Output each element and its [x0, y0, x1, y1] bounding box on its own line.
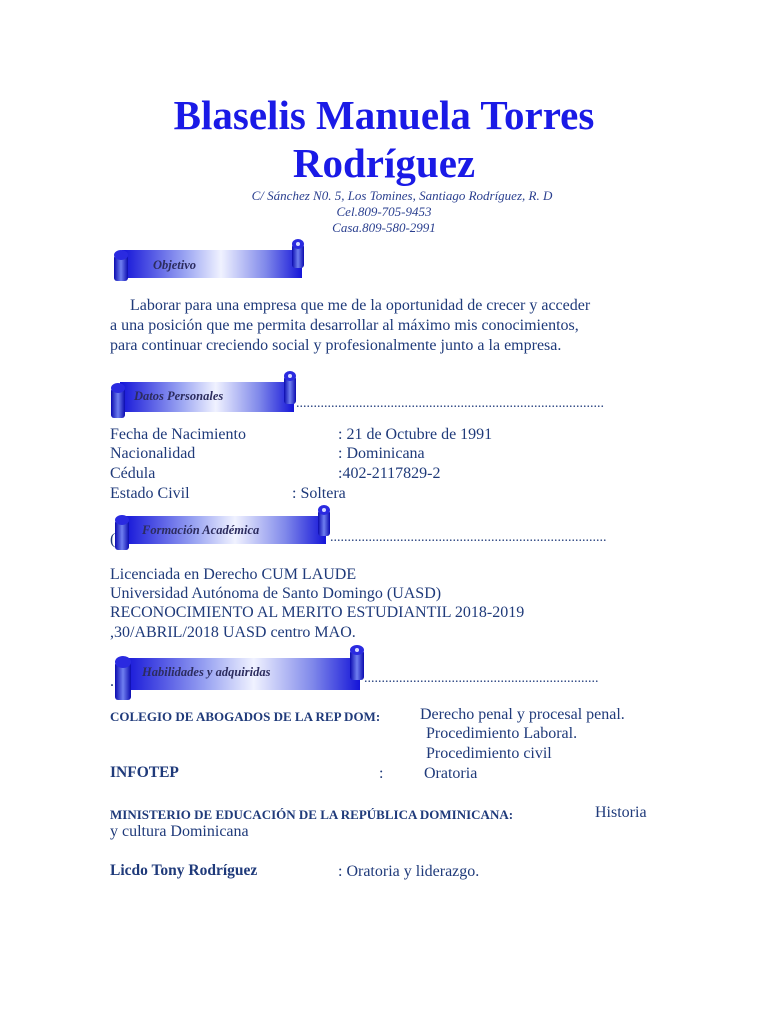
- nacionalidad-value: : Dominicana: [338, 445, 425, 462]
- section-title-datos: Datos Personales: [134, 389, 224, 403]
- colegio-label: COLEGIO DE ABOGADOS DE LA REP DOM:: [110, 709, 381, 724]
- nacimiento-label: Fecha de Nacimiento: [110, 426, 246, 443]
- infotep-label: INFOTEP: [110, 764, 179, 781]
- section-title-habilidades: Habilidades y adquiridas: [142, 665, 271, 679]
- infotep-colon: :: [379, 765, 384, 782]
- estado-label: Estado Civil: [110, 485, 190, 502]
- objetivo-line-1: Laborar para una empresa que me de la oportunidad de crecer y acceder: [130, 297, 591, 314]
- objetivo-line-2: a una posición que me permita desarrollar al máximo mis conocimientos,: [110, 317, 579, 334]
- name-line-2: Rodríguez: [292, 140, 476, 186]
- formacion-dotted-line: ...............................................................................: [330, 530, 607, 545]
- formacion-line-3: RECONOCIMIENTO AL MERITO ESTUDIANTIL 2018-2019: [110, 604, 525, 621]
- nacimiento-value: : 21 de Octubre de 1991: [338, 426, 493, 443]
- licdo-value: : Oratoria y liderazgo.: [338, 863, 480, 880]
- formacion-prefix: (: [110, 531, 116, 548]
- datos-dotted-line: ........................................................................................: [296, 396, 604, 411]
- home-phone: Casa.809-580-2991: [332, 220, 436, 235]
- habilidades-prefix: .: [110, 673, 114, 690]
- nacionalidad-label: Nacionalidad: [110, 445, 196, 462]
- cedula-label: Cédula: [110, 465, 156, 482]
- cedula-value: :402-2117829-2: [338, 465, 441, 482]
- section-title-formacion: Formación Académica: [142, 523, 260, 537]
- formacion-line-4: ,30/ABRIL/2018 UASD centro MAO.: [110, 624, 356, 641]
- name-line-1: Blaselis Manuela Torres: [173, 92, 595, 138]
- ministerio-value-1: Historia: [595, 804, 647, 821]
- licdo-label: Licdo Tony Rodríguez: [110, 862, 258, 879]
- section-title-objetivo: Objetivo: [153, 258, 197, 272]
- objetivo-banner: [112, 238, 308, 284]
- infotep-value: Oratoria: [424, 765, 478, 782]
- habilidades-dotted-line: ...................................................................: [364, 671, 599, 686]
- objetivo-line-3: para continuar creciendo social y profesionalmente junto a la empresa.: [110, 337, 562, 354]
- ministerio-value-2: y cultura Dominicana: [110, 823, 249, 840]
- formacion-line-1: Licenciada en Derecho CUM LAUDE: [110, 566, 357, 583]
- address: C/ Sánchez N0. 5, Los Tomines, Santiago Rodríguez, R. D: [251, 188, 553, 203]
- colegio-item-1: Derecho penal y procesal penal.: [420, 706, 625, 723]
- ministerio-label: MINISTERIO DE EDUCACIÓN DE LA REPÚBLICA DOMINICANA:: [110, 807, 514, 822]
- cel-phone: Cel.809-705-9453: [336, 204, 432, 219]
- colegio-item-3: Procedimiento civil: [426, 745, 552, 762]
- estado-value: : Soltera: [292, 485, 346, 502]
- formacion-line-2: Universidad Autónoma de Santo Domingo (UASD): [110, 585, 442, 602]
- colegio-item-2: Procedimiento Laboral.: [426, 725, 578, 742]
